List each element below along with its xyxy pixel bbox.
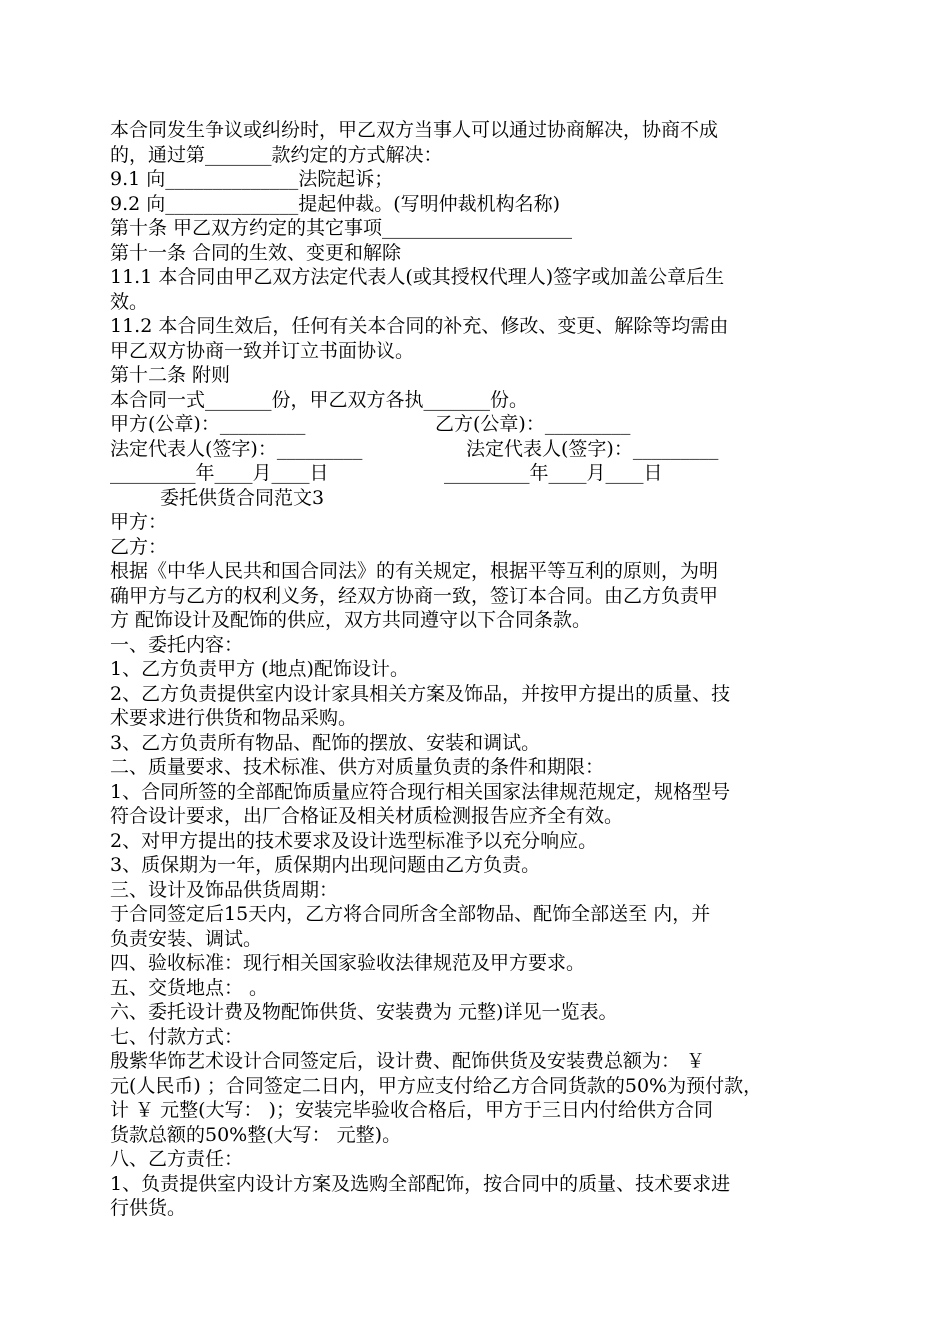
text-line: 确甲方与乙方的权利义务，经双方协商一致，签订本合同。由乙方负责甲 bbox=[110, 584, 719, 607]
text-line: 行供货。 bbox=[110, 1197, 187, 1219]
text-line: 本合同发生争议或纠纷时，甲乙双方当事人可以通过协商解决，协商不成 bbox=[110, 119, 719, 141]
text-line: 于合同签定后15天内，乙方将合同所含全部物品、配饰全部送至 内，并 bbox=[110, 903, 711, 925]
text-line: 术要求进行供货和物品采购。 bbox=[110, 707, 358, 729]
section-heading: 二、质量要求、技术标准、供方对质量负责的条件和期限： bbox=[110, 756, 605, 778]
text-line: 11.2 本合同生效后，任何有关本合同的补充、修改、变更、解除等均需由 bbox=[110, 315, 729, 337]
party-b-seal: 乙方(公章)：_________ bbox=[435, 413, 631, 435]
section-heading: 一、委托内容： bbox=[110, 633, 244, 656]
party-b-label: 乙方： bbox=[110, 535, 168, 558]
party-a-seal: 甲方(公章)：_________ bbox=[110, 413, 306, 435]
section-heading: 四、验收标准：现行相关国家验收法律规范及甲方要求。 bbox=[110, 952, 586, 974]
text-line: 方 配饰设计及配饰的供应，双方共同遵守以下合同条款。 bbox=[110, 609, 592, 631]
text-line: 1、合同所签的全部配饰质量应符合现行相关国家法律规范规定，规格型号 bbox=[110, 780, 731, 803]
text-line: 货款总额的50%整(大写： 元整)。 bbox=[110, 1123, 402, 1146]
text-line: 效。 bbox=[110, 290, 149, 313]
text-line: 甲乙双方协商一致并订立书面协议。 bbox=[110, 339, 415, 362]
text-line: 2、乙方负责提供室内设计家具相关方案及饰品，并按甲方提出的质量、技 bbox=[110, 682, 731, 705]
party-a-label: 甲方： bbox=[110, 511, 168, 533]
text-line: 3、质保期为一年，质保期内出现问题由乙方负责。 bbox=[110, 854, 541, 876]
section-heading: 六、委托设计费及物配饰供货、安装费为 元整)详见一览表。 bbox=[110, 1001, 618, 1023]
signature-date-row bbox=[110, 461, 842, 486]
text-line: 1、负责提供室内设计方案及选购全部配饰，按合同中的质量、技术要求进 bbox=[110, 1172, 731, 1195]
text-line: 符合设计要求，出厂合格证及相关材质检测报告应齐全有效。 bbox=[110, 805, 624, 827]
text-line: 殷紫华饰艺术设计合同签定后，设计费、配饰供货及安装费总额为： ￥ bbox=[110, 1050, 706, 1072]
text-line: 根据《中华人民共和国合同法》的有关规定，根据平等互利的原则，为明 bbox=[110, 560, 719, 582]
text-line: 计 ￥ 元整(大写： )；安装完毕验收合格后，甲方于三日内付给供方合同 bbox=[110, 1099, 713, 1121]
text-line: 2、对甲方提出的技术要求及设计选型标准予以充分响应。 bbox=[110, 829, 598, 852]
text-line: 1、乙方负责甲方 (地点)配饰设计。 bbox=[110, 658, 409, 680]
signature-seal-row bbox=[110, 412, 842, 437]
text-line: 3、乙方负责所有物品、配饰的摆放、安装和调试。 bbox=[110, 731, 541, 754]
text-line: 9.2 向______________提起仲裁。(写明仲裁机构名称) bbox=[110, 192, 561, 215]
text-line: 负责安装、调试。 bbox=[110, 927, 263, 950]
signature-rep-row bbox=[110, 437, 842, 462]
text-line: 11.1 本合同由甲乙双方法定代表人(或其授权代理人)签字或加盖公章后生 bbox=[110, 266, 725, 288]
section-heading: 五、交货地点： 。 bbox=[110, 976, 269, 999]
article-heading: 第十条 甲乙双方约定的其它事项____________________ bbox=[110, 217, 573, 239]
text-line: 本合同一式_______份，甲乙双方各执_______份。 bbox=[110, 388, 529, 411]
text-line: 元(人民币) ；合同签定二日内，甲方应支付给乙方合同货款的50%为预付款， bbox=[110, 1074, 763, 1097]
party-a-representative: 法定代表人(签字)：_________ bbox=[110, 437, 363, 460]
section-heading: 三、设计及饰品供货周期： bbox=[110, 878, 339, 901]
article-heading: 第十一条 合同的生效、变更和解除 bbox=[110, 241, 402, 264]
article-heading: 第十二条 附则 bbox=[110, 364, 231, 386]
text-line: 的，通过第_______款约定的方式解决： bbox=[110, 143, 443, 166]
text-line: 9.1 向______________法院起诉； bbox=[110, 168, 394, 190]
party-b-date: _________年____月____日 bbox=[444, 462, 663, 484]
section-heading: 七、付款方式： bbox=[110, 1025, 244, 1048]
party-a-date: _________年____月____日 bbox=[110, 462, 329, 484]
party-b-representative: 法定代表人(签字)：_________ bbox=[466, 437, 719, 460]
contract-title: 委托供货合同范文3 bbox=[160, 486, 325, 509]
section-heading: 八、乙方责任： bbox=[110, 1148, 244, 1170]
